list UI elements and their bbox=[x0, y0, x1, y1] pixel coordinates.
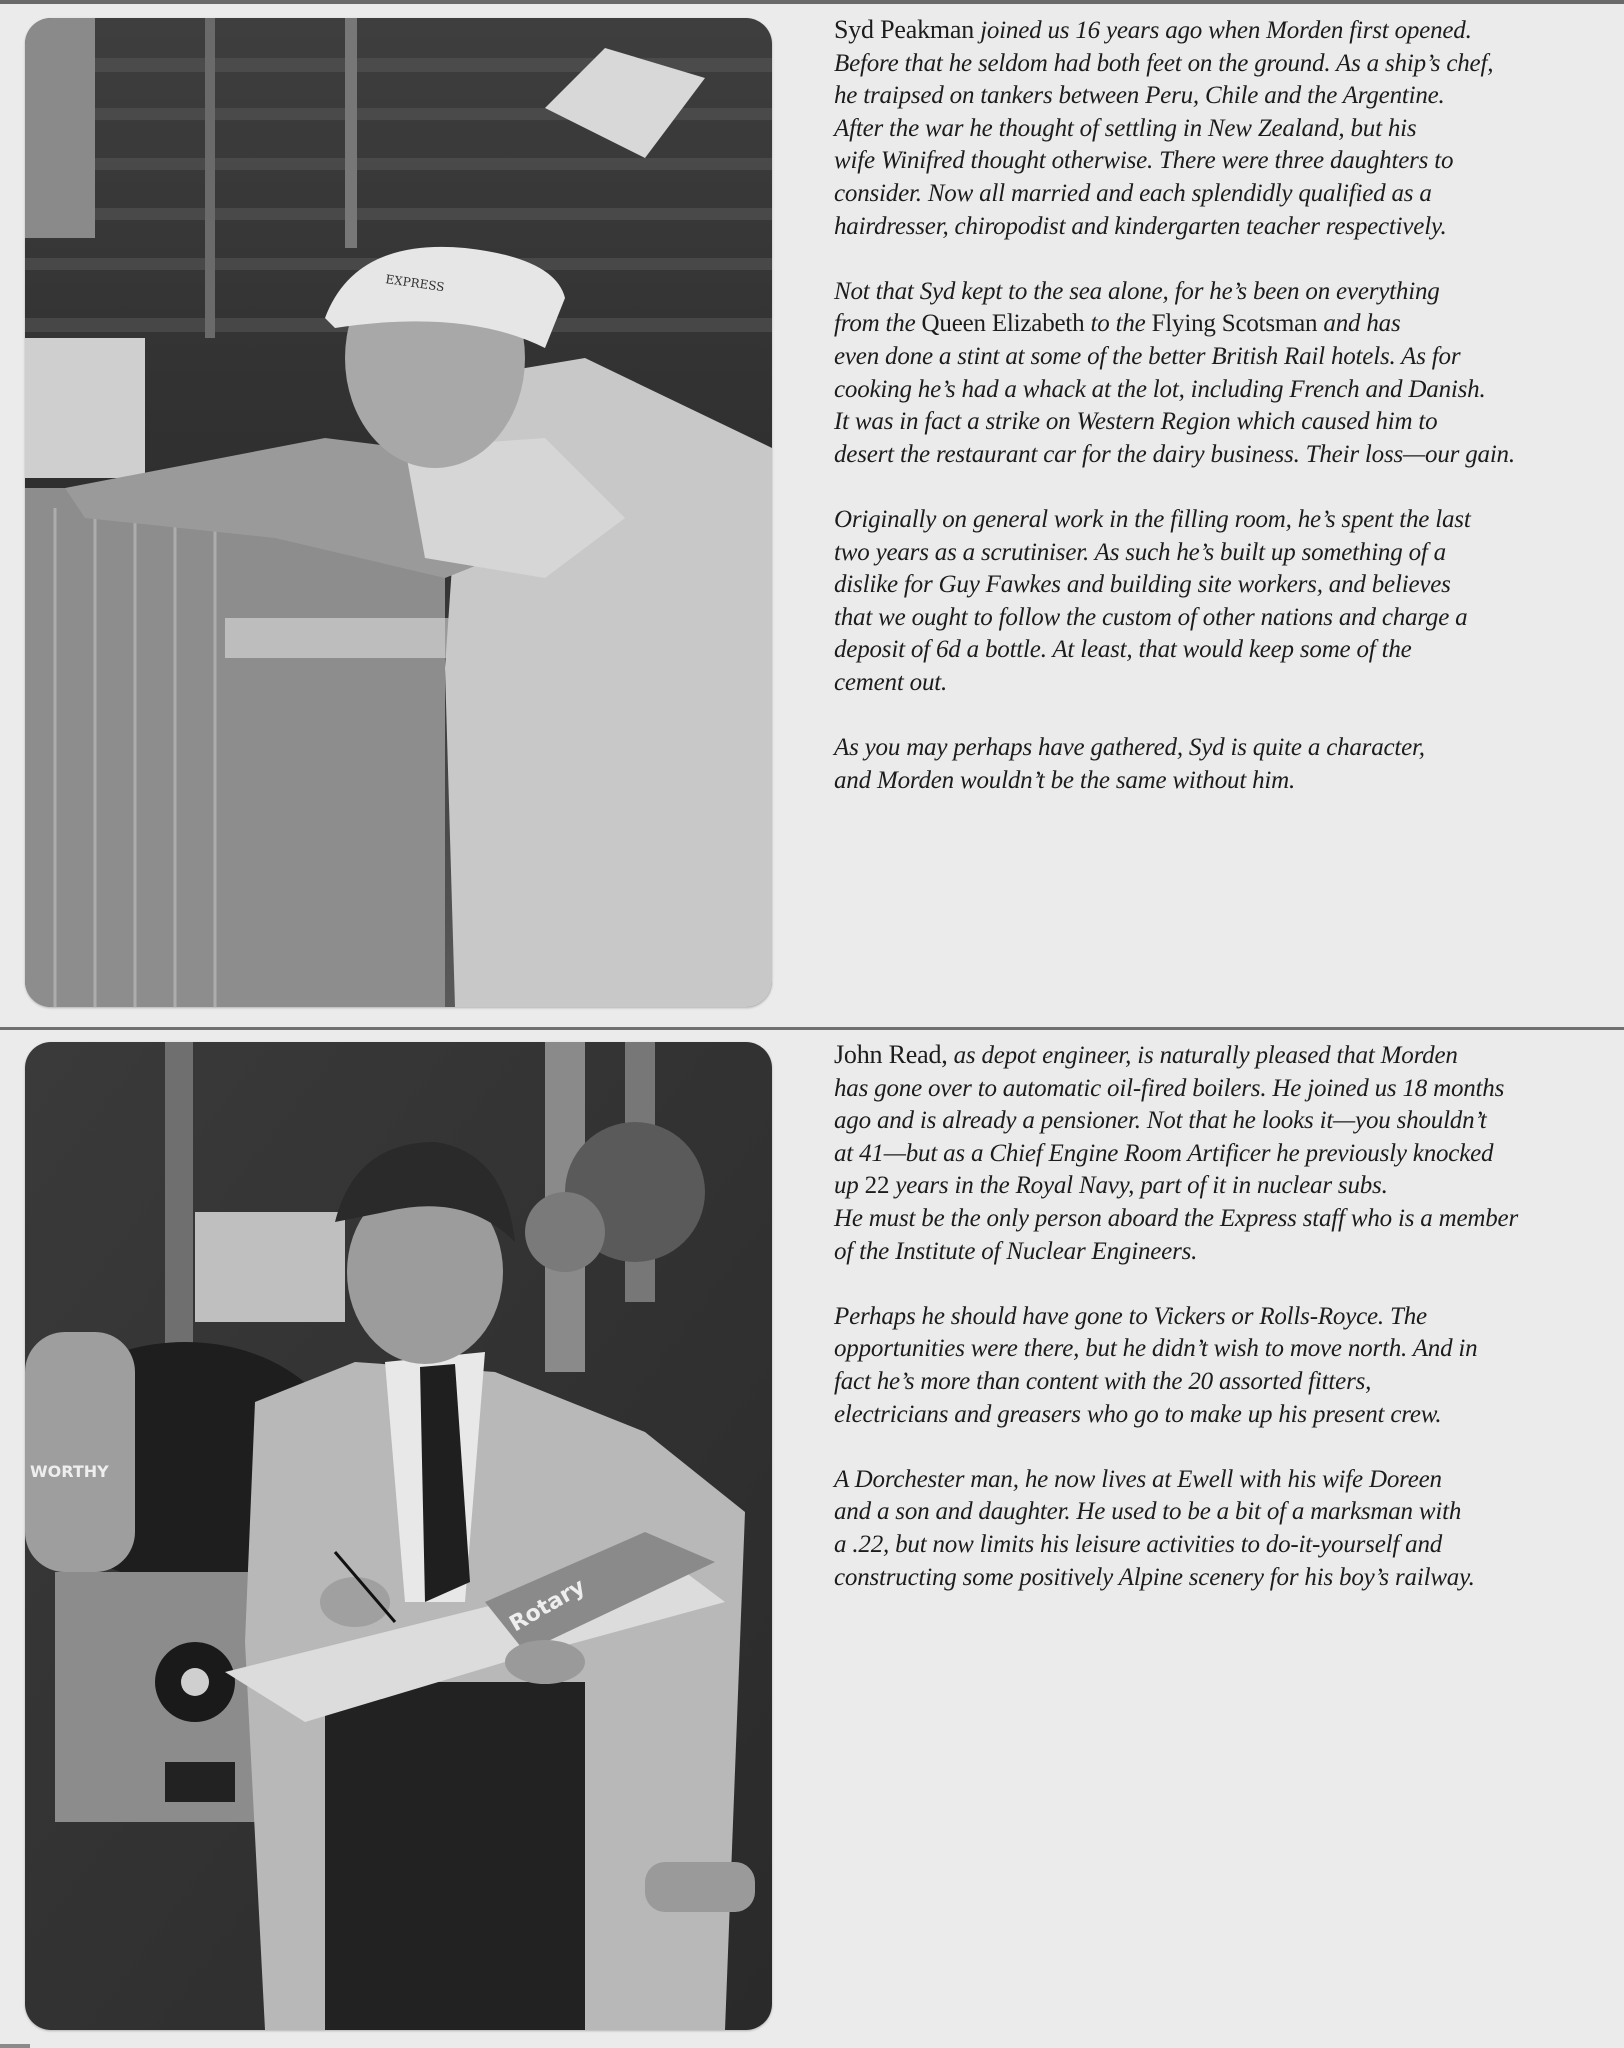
text-run: Originally on general work in the filling room, he’s spent the last bbox=[834, 505, 1471, 533]
text-run: desert the restaurant car for the dairy business. Their loss—our gain. bbox=[834, 440, 1515, 468]
text-run: Flying Scotsman bbox=[1151, 310, 1318, 338]
text-line bbox=[834, 602, 1594, 635]
text-line bbox=[834, 1138, 1594, 1171]
text-line bbox=[834, 374, 1594, 407]
text-line bbox=[834, 667, 1594, 700]
text-run: constructing some positively Alpine scenery for his boy’s railway. bbox=[834, 1563, 1475, 1591]
text-run: cement out. bbox=[834, 668, 948, 696]
text-line bbox=[834, 211, 1594, 244]
photo-syd-peakman bbox=[25, 18, 772, 1007]
bottom-rule bbox=[0, 2044, 30, 2048]
text-run: Not that Syd kept to the sea alone, for he’s been on everything bbox=[834, 277, 1440, 305]
photo-john-read bbox=[25, 1042, 772, 2030]
text-line bbox=[834, 1333, 1594, 1366]
top-rule bbox=[0, 0, 1624, 4]
text-run: deposit of 6d a bottle. At least, that would keep some of the bbox=[834, 636, 1412, 664]
text-line bbox=[834, 1399, 1594, 1432]
text-line bbox=[834, 569, 1594, 602]
text-run: he traipsed on tankers between Peru, Chile and the Argentine. bbox=[834, 82, 1445, 110]
text-run: from the bbox=[834, 310, 922, 338]
text-line bbox=[834, 1301, 1594, 1334]
profile-name: Syd Peakman bbox=[834, 15, 975, 44]
text-run: hairdresser, chiropodist and kindergarten teacher respectively. bbox=[834, 212, 1447, 240]
text-run: at 41—but as a Chief Engine Room Artificer he previously knocked bbox=[834, 1139, 1494, 1167]
paragraph bbox=[834, 1039, 1594, 1268]
text-line bbox=[834, 1170, 1594, 1203]
text-run: years in the Royal Navy, part of it in nuclear subs. bbox=[889, 1172, 1388, 1200]
text-run: two years as a scrutiniser. As such he’s built up something of a bbox=[834, 538, 1446, 566]
text-line bbox=[834, 1105, 1594, 1138]
text-run: fact he’s more than content with the 20 assorted fitters, bbox=[834, 1367, 1372, 1395]
text-run: as depot engineer, is naturally pleased that Morden bbox=[947, 1042, 1458, 1069]
text-line bbox=[834, 439, 1594, 472]
photo-john-read-illustration bbox=[25, 1042, 772, 2030]
text-run: cooking he’s had a whack at the lot, including French and Danish. bbox=[834, 375, 1486, 403]
text-run: joined us 16 years ago when Morden first opened. bbox=[974, 17, 1472, 44]
text-line bbox=[834, 178, 1594, 211]
text-line bbox=[834, 1073, 1594, 1106]
text-line bbox=[834, 14, 1594, 48]
text-line bbox=[834, 732, 1594, 765]
text-run: opportunities were there, but he didn’t wish to move north. And in bbox=[834, 1335, 1478, 1363]
paragraph bbox=[834, 14, 1594, 243]
text-run: Queen Elizabeth bbox=[921, 310, 1085, 338]
photo-syd-peakman-illustration bbox=[25, 18, 772, 1007]
text-line bbox=[834, 1203, 1594, 1236]
paragraph bbox=[834, 1301, 1594, 1431]
text-line bbox=[834, 1236, 1594, 1269]
brochure-text: Rotary bbox=[505, 1574, 590, 1638]
text-run: It was in fact a strike on Western Region which caused him to bbox=[834, 408, 1438, 436]
text-line bbox=[834, 504, 1594, 537]
paragraph bbox=[834, 732, 1594, 797]
text-line bbox=[834, 537, 1594, 570]
text-line bbox=[834, 276, 1594, 309]
text-run: that we ought to follow the custom of other nations and charge a bbox=[834, 603, 1468, 631]
machine-label: WORTHY bbox=[30, 1462, 109, 1481]
paragraph bbox=[834, 276, 1594, 472]
text-line bbox=[834, 80, 1594, 113]
paragraph bbox=[834, 504, 1594, 700]
section-divider bbox=[0, 1027, 1624, 1030]
text-run: has gone over to automatic oil-fired boilers. He joined us 18 months bbox=[834, 1074, 1505, 1102]
text-line bbox=[834, 48, 1594, 81]
text-line bbox=[834, 1464, 1594, 1497]
text-run: and Morden wouldn’t be the same without him. bbox=[834, 766, 1296, 794]
text-line bbox=[834, 634, 1594, 667]
text-run: and a son and daughter. He used to be a bit of a marksman with bbox=[834, 1498, 1462, 1526]
text-line bbox=[834, 1366, 1594, 1399]
text-run: and has bbox=[1317, 310, 1401, 338]
text-run: wife Winifred thought otherwise. There were three daughters to bbox=[834, 147, 1454, 175]
text-run: Before that he seldom had both feet on the ground. As a ship’s chef, bbox=[834, 49, 1494, 77]
text-run: dislike for Guy Fawkes and building site workers, and believes bbox=[834, 571, 1451, 599]
cap-text: EXPRESS bbox=[384, 272, 446, 295]
text-line bbox=[834, 1496, 1594, 1529]
text-line bbox=[834, 406, 1594, 439]
text-line bbox=[834, 113, 1594, 146]
text-run: to the bbox=[1084, 310, 1152, 338]
text-run: consider. Now all married and each splendidly qualified as a bbox=[834, 179, 1432, 207]
profile-name: John Read, bbox=[834, 1040, 948, 1069]
article-syd-peakman bbox=[834, 14, 1594, 830]
text-run: After the war he thought of settling in New Zealand, but his bbox=[834, 114, 1417, 142]
text-run: 22 bbox=[864, 1172, 890, 1200]
text-run: He must be the only person aboard the Express staff who is a member bbox=[834, 1204, 1518, 1232]
text-line bbox=[834, 308, 1594, 341]
text-run: Perhaps he should have gone to Vickers or Rolls-Royce. The bbox=[834, 1302, 1427, 1330]
text-line bbox=[834, 1529, 1594, 1562]
text-run: of the Institute of Nuclear Engineers. bbox=[834, 1237, 1198, 1265]
text-run: electricians and greasers who go to make up his present crew. bbox=[834, 1400, 1442, 1428]
text-run: even done a stint at some of the better British Rail hotels. As for bbox=[834, 342, 1461, 370]
text-line bbox=[834, 1562, 1594, 1595]
text-run: As you may perhaps have gathered, Syd is quite a character, bbox=[834, 734, 1425, 762]
text-line bbox=[834, 1039, 1594, 1073]
text-run: up bbox=[834, 1172, 865, 1200]
text-line bbox=[834, 765, 1594, 798]
text-run: a .22, but now limits his leisure activities to do-it-yourself and bbox=[834, 1530, 1443, 1558]
text-run: A Dorchester man, he now lives at Ewell with his wife Doreen bbox=[834, 1465, 1442, 1493]
text-line bbox=[834, 341, 1594, 374]
text-line bbox=[834, 145, 1594, 178]
text-run: ago and is already a pensioner. Not that he looks it—you shouldn’t bbox=[834, 1107, 1487, 1135]
article-john-read bbox=[834, 1039, 1594, 1627]
paragraph bbox=[834, 1464, 1594, 1594]
